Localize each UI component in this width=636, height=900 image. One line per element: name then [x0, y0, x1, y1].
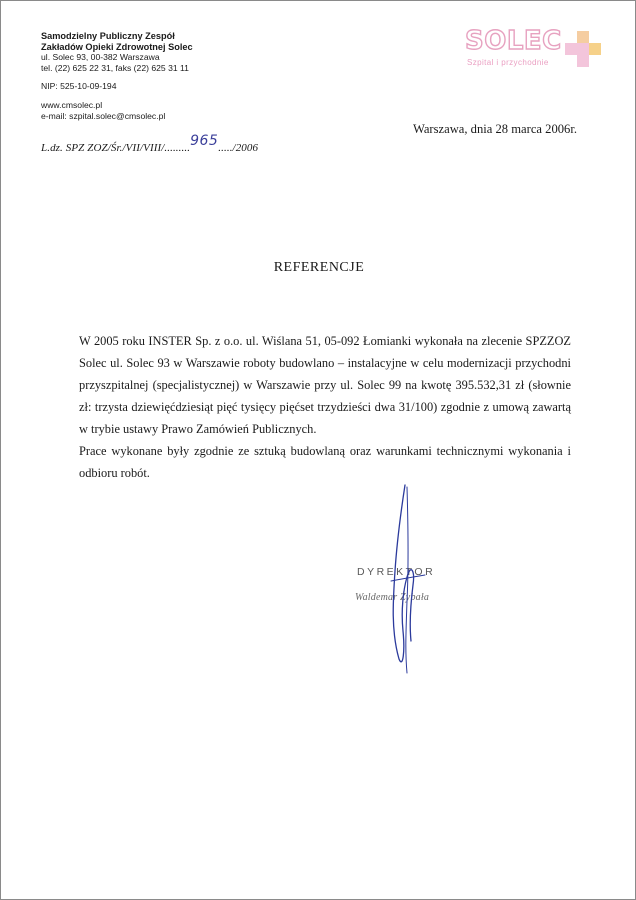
- medical-cross-icon: [563, 29, 603, 69]
- logo-subtitle: Szpital i przychodnie: [467, 58, 549, 67]
- solec-logo: [463, 25, 608, 75]
- letter-body: [79, 330, 571, 484]
- body-paragraph-1: W 2005 roku INSTER Sp. z o.o. ul. Wiślana 51, 05-092 Łomianki wykonała na zlecenie SPZZOZ Solec ul. Solec 93 w Warszawie roboty budowlano – instalacyjne w celu modernizacji przychodni przyszpitalnej (specjalistycznej) w Warszawie przy ul. Solec 99 na kwotę 395.532,31 zł (słownie zł: trzysta dziewięćdziesiąt pięć tysięcy pięćset trzydzieści dwa 31/100) zgodnie z umową zawartą w trybie ustawy Prawo Zamówień Publicznych.: [79, 334, 571, 436]
- sender-phone: tel. (22) 625 22 31, faks (22) 625 31 11: [41, 62, 189, 73]
- sender-name-line-2: Zakładów Opieki Zdrowotnej Solec: [41, 41, 193, 52]
- signature-block: [341, 481, 501, 681]
- sender-website: www.cmsolec.pl: [41, 99, 103, 110]
- body-paragraph-2: Prace wykonane były zgodnie ze sztuką budowlaną oraz warunkami technicznymi wykonania i odbioru robót.: [79, 444, 571, 480]
- handwritten-signature: [341, 481, 501, 681]
- reference-number: [41, 133, 259, 155]
- director-stamp-title: DYREKTOR: [357, 566, 436, 578]
- reference-suffix: ...../2006: [218, 142, 259, 154]
- place-and-date: Warszawa, dnia 28 marca 2006r.: [412, 122, 577, 136]
- sender-email: e-mail: szpital.solec@cmsolec.pl: [41, 110, 166, 121]
- reference-prefix: L.dz. SPZ ZOZ/Śr./VII/VIII/.........: [41, 142, 191, 154]
- sender-name-line-1: Samodzielny Publiczny Zespół: [41, 31, 175, 41]
- document-title: REFERENCJE: [273, 260, 365, 275]
- sender-address-block: [41, 31, 193, 121]
- reference-handwritten-number: 965: [190, 133, 219, 149]
- director-stamp-name: Waldemar Żybała: [355, 592, 430, 603]
- sender-nip: NIP: 525-10-09-194: [41, 81, 117, 92]
- logo-name: SOLEC: [465, 26, 562, 56]
- sender-street: ul. Solec 93, 00-382 Warszawa: [41, 52, 160, 63]
